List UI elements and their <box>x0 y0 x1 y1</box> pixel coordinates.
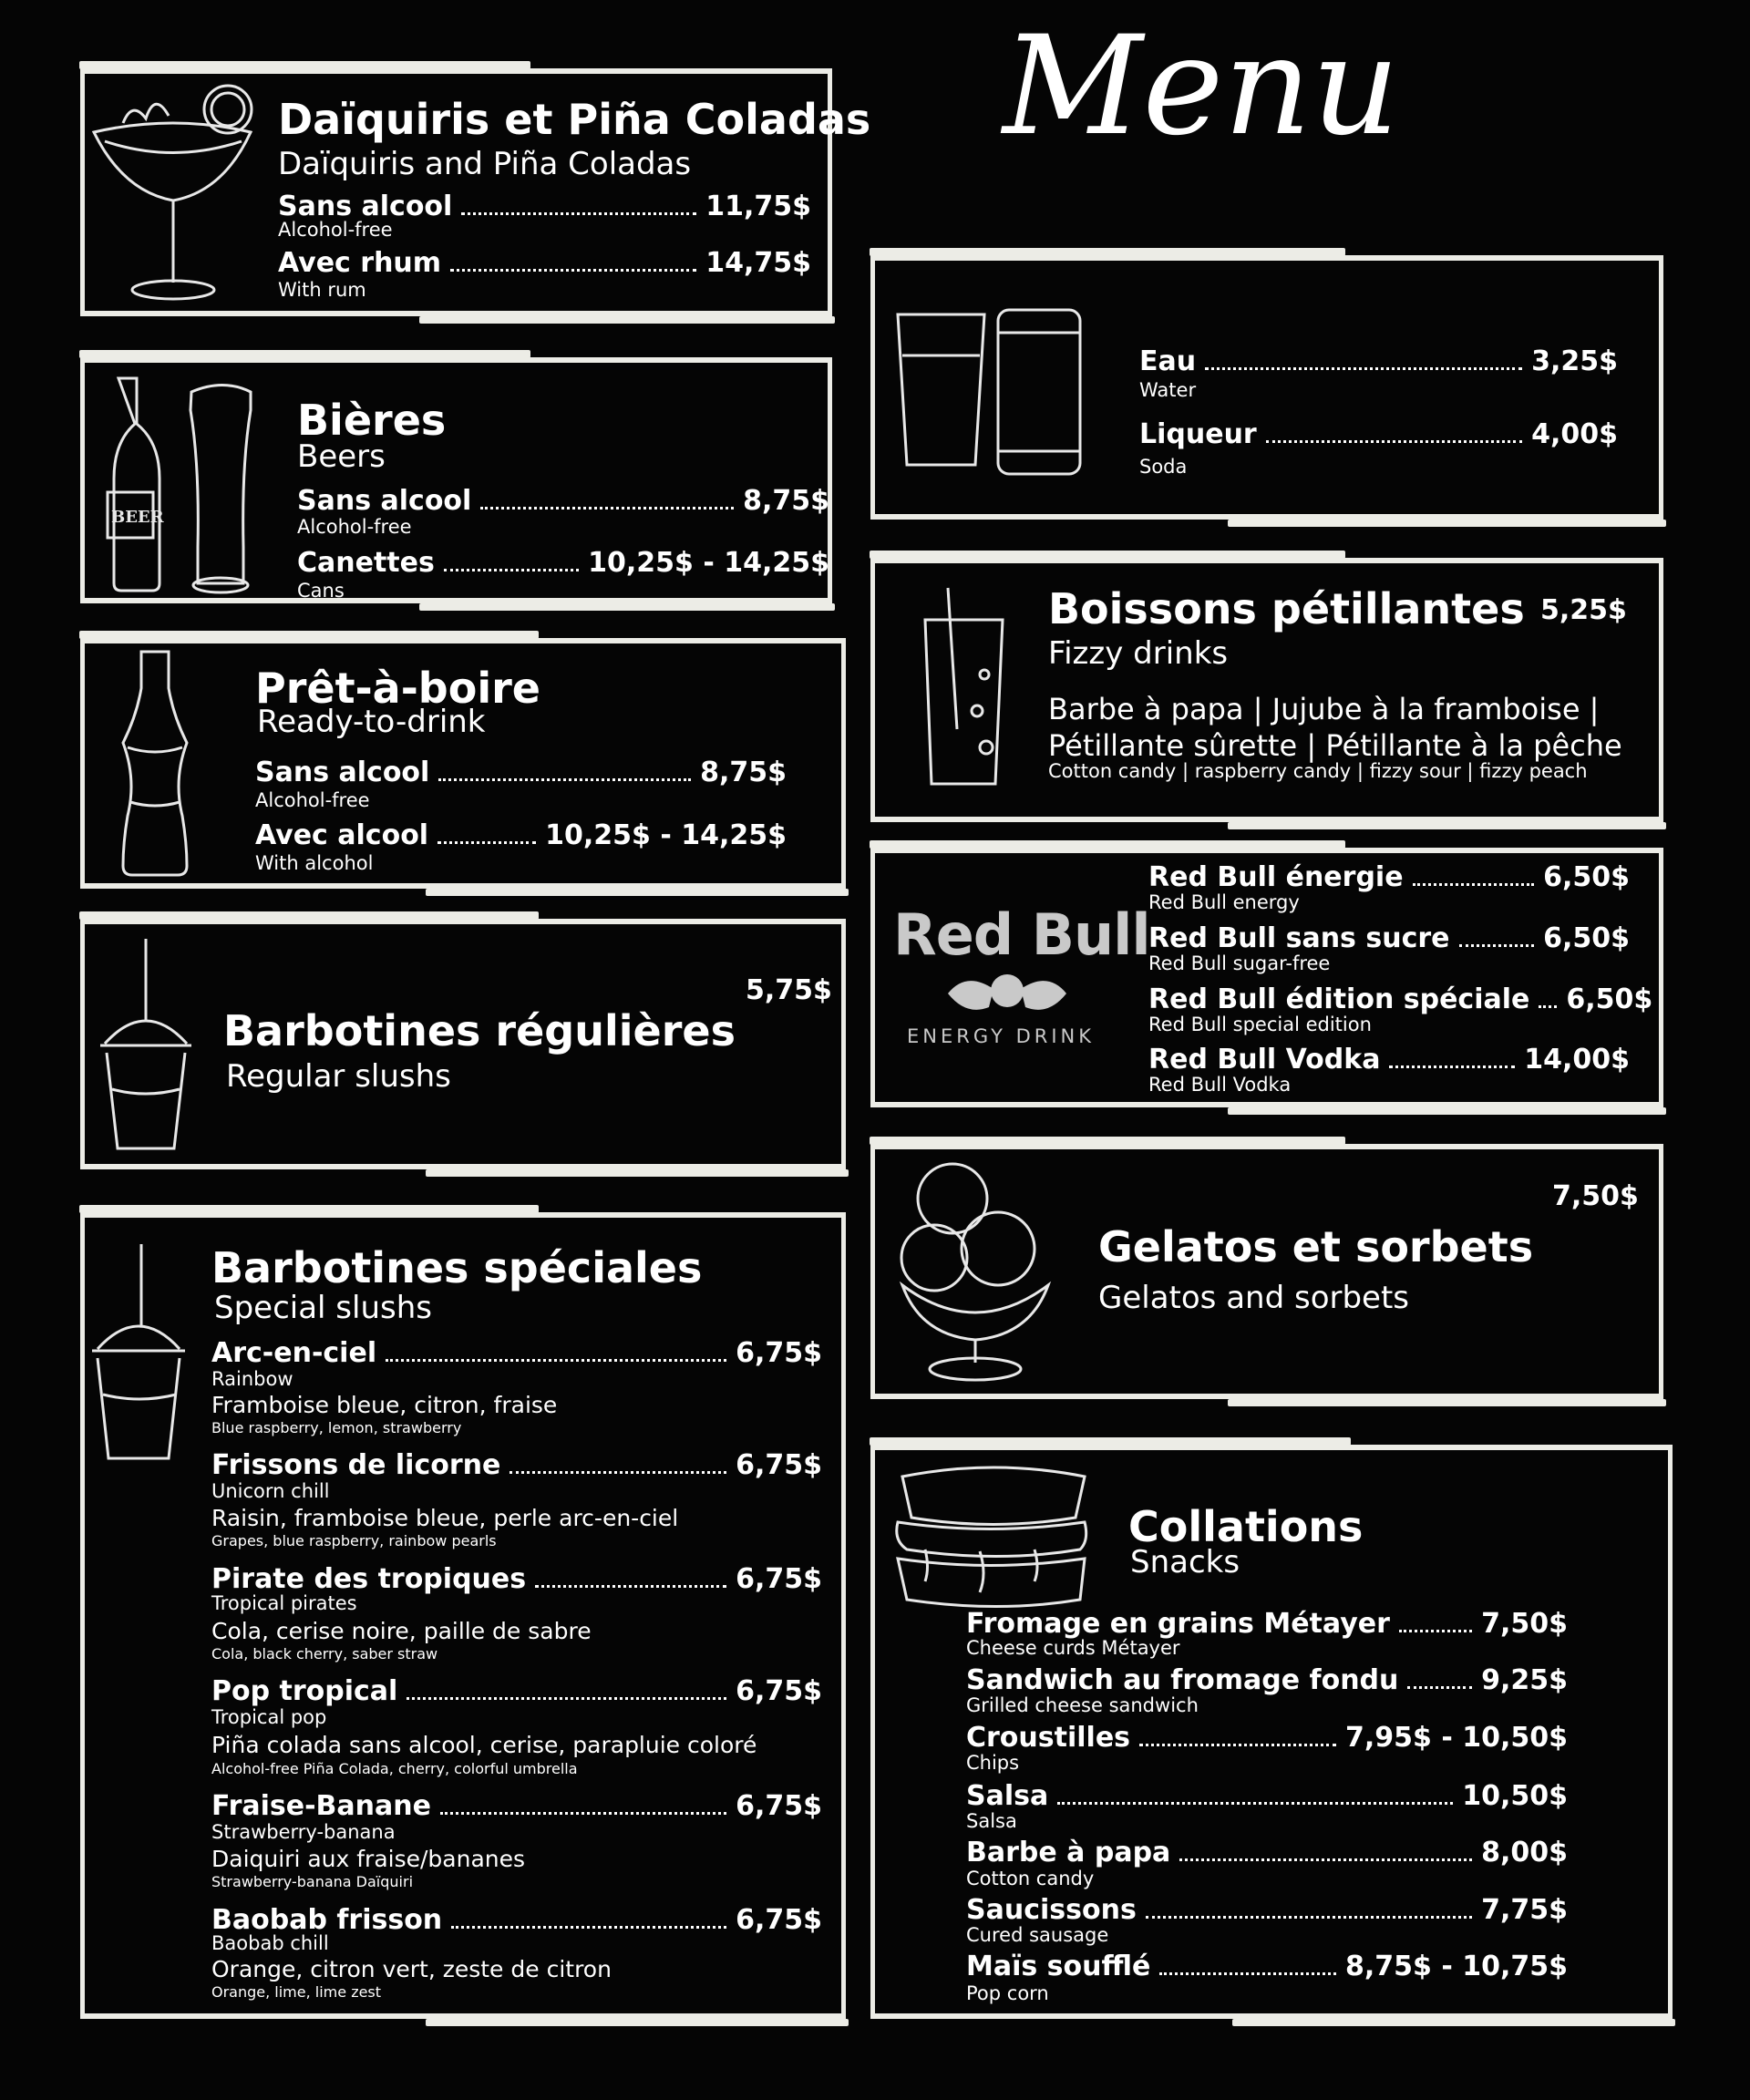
slush-cup-icon <box>96 934 196 1153</box>
cocktail-glass-icon <box>87 82 260 310</box>
ice-cream-bowl-icon <box>898 1158 1053 1385</box>
bieres-title: Bières <box>297 396 447 445</box>
item-description-en: Strawberry-banana Daïquiri <box>211 1873 414 1890</box>
item-translation: Soda <box>1139 456 1188 478</box>
item-translation: Salsa <box>966 1810 1017 1832</box>
item-translation: Chips <box>966 1752 1020 1774</box>
item-translation: Baobab chill <box>211 1932 329 1954</box>
item-translation: With rum <box>278 279 366 301</box>
petillantes-price: 5,25$ <box>1540 594 1627 626</box>
menu-item: Avec rhum 14,75$ <box>278 247 811 279</box>
menu-item: Sans alcool 8,75$ <box>297 485 829 517</box>
item-description: Raisin, framboise bleue, perle arc-en-ciel <box>211 1505 679 1531</box>
menu-item: Salsa 10,50$ <box>966 1780 1568 1812</box>
bieres-subtitle: Beers <box>297 438 386 475</box>
item-translation: With alcohol <box>255 852 374 874</box>
menu-item: Sandwich au fromage fondu 9,25$ <box>966 1664 1568 1696</box>
item-translation: Cured sausage <box>966 1924 1109 1946</box>
menu-item: Baobab frisson 6,75$ <box>211 1904 822 1936</box>
menu-item: Fraise-Banane 6,75$ <box>211 1790 822 1822</box>
petillantes-flavors: Pétillante sûrette | Pétillante à la pêche <box>1048 728 1622 763</box>
fizzy-drink-glass-icon <box>921 583 1012 793</box>
item-translation: Cheese curds Métayer <box>966 1637 1180 1659</box>
barbotines-reg-price: 5,75$ <box>746 974 832 1006</box>
petillantes-flavors: Barbe à papa | Jujube à la framboise | <box>1048 692 1600 726</box>
item-translation: Cans <box>297 580 345 602</box>
menu-item: Liqueur 4,00$ <box>1139 418 1618 450</box>
gelatos-title: Gelatos et sorbets <box>1098 1222 1534 1271</box>
menu-item: Sans alcool 8,75$ <box>255 757 787 788</box>
menu-item: Red Bull énergie 6,50$ <box>1148 861 1630 893</box>
item-description-en: Orange, lime, lime zest <box>211 1983 382 2001</box>
bulls-icon <box>943 971 1071 1012</box>
menu-item: Canettes 10,25$ - 14,25$ <box>297 547 829 579</box>
item-description: Orange, citron vert, zeste de citron <box>211 1956 612 1982</box>
menu-item: Maïs soufflé 8,75$ - 10,75$ <box>966 1951 1568 1982</box>
daiquiris-title: Daïquiris et Piña Coladas <box>278 95 871 144</box>
item-translation: Water <box>1139 379 1197 401</box>
menu-item: Red Bull sans sucre 6,50$ <box>1148 922 1630 954</box>
item-translation: Tropical pirates <box>211 1592 357 1614</box>
petillantes-subtitle: Fizzy drinks <box>1048 635 1229 672</box>
item-description: Framboise bleue, citron, fraise <box>211 1392 558 1418</box>
item-description-en: Grapes, blue raspberry, rainbow pearls <box>211 1532 497 1549</box>
barbotines-spec-title: Barbotines spéciales <box>211 1243 703 1292</box>
barbotines-reg-title: Barbotines régulières <box>223 1006 736 1055</box>
item-translation: Alcohol-free <box>255 789 370 811</box>
menu-item: Saucissons 7,75$ <box>966 1894 1568 1926</box>
glass-and-can-icon <box>893 305 1094 479</box>
item-translation: Unicorn chill <box>211 1480 330 1502</box>
menu-heading: Menu <box>1003 7 1400 166</box>
pret-title: Prêt-à-boire <box>255 664 540 713</box>
gelatos-subtitle: Gelatos and sorbets <box>1098 1280 1410 1316</box>
item-description: Cola, cerise noire, paille de sabre <box>211 1618 592 1644</box>
item-translation: Red Bull sugar-free <box>1148 952 1331 974</box>
petillantes-title: Boissons pétillantes <box>1048 584 1525 633</box>
svg-text:BEER: BEER <box>111 508 164 527</box>
item-translation: Grilled cheese sandwich <box>966 1694 1199 1716</box>
item-description-en: Cola, black cherry, saber straw <box>211 1645 438 1662</box>
menu-item: Fromage en grains Métayer 7,50$ <box>966 1608 1568 1640</box>
item-description-en: Alcohol-free Piña Colada, cherry, colorful umbrella <box>211 1760 578 1777</box>
item-translation: Tropical pop <box>211 1706 327 1728</box>
slush-cup-icon <box>87 1240 191 1467</box>
item-translation: Alcohol-free <box>278 219 393 241</box>
pret-subtitle: Ready-to-drink <box>257 704 486 740</box>
daiquiris-subtitle: Daïquiris and Piña Coladas <box>278 146 692 182</box>
grilled-cheese-icon <box>889 1458 1098 1613</box>
menu-item: Eau 3,25$ <box>1139 345 1618 377</box>
petillantes-flavors-en: Cotton candy | raspberry candy | fizzy sour | fizzy peach <box>1048 760 1588 782</box>
menu-item: Red Bull Vodka 14,00$ <box>1148 1044 1630 1076</box>
item-translation: Pop corn <box>966 1982 1049 2004</box>
menu-item: Red Bull édition spéciale 6,50$ <box>1148 983 1653 1015</box>
menu-item: Sans alcool 11,75$ <box>278 190 811 222</box>
menu-item: Croustilles 7,95$ - 10,50$ <box>966 1722 1568 1754</box>
item-description: Daiquiri aux fraise/bananes <box>211 1846 526 1872</box>
item-translation: Rainbow <box>211 1368 293 1390</box>
redbull-logo: Red Bull <box>893 901 1150 968</box>
menu-item: Pirate des tropiques 6,75$ <box>211 1563 822 1595</box>
collations-subtitle: Snacks <box>1130 1544 1240 1580</box>
item-translation: Red Bull special edition <box>1148 1014 1372 1035</box>
menu-item: Arc-en-ciel 6,75$ <box>211 1337 822 1369</box>
item-translation: Cotton candy <box>966 1868 1095 1889</box>
menu-item: Pop tropical 6,75$ <box>211 1675 822 1707</box>
menu-item: Avec alcool 10,25$ - 14,25$ <box>255 819 787 851</box>
barbotines-spec-panel <box>80 1212 846 2019</box>
bottle-icon <box>114 647 196 880</box>
item-description-en: Blue raspberry, lemon, strawberry <box>211 1419 462 1436</box>
item-translation: Alcohol-free <box>297 516 412 538</box>
barbotines-reg-subtitle: Regular slushs <box>226 1058 451 1095</box>
barbotines-spec-subtitle: Special slushs <box>214 1290 432 1326</box>
collations-title: Collations <box>1128 1502 1364 1551</box>
item-translation: Strawberry-banana <box>211 1821 396 1843</box>
item-translation: Red Bull energy <box>1148 891 1300 913</box>
beer-icon <box>100 374 264 597</box>
redbull-tagline: ENERGY DRINK <box>907 1025 1096 1047</box>
gelatos-price: 7,50$ <box>1552 1180 1639 1212</box>
menu-item: Frissons de licorne 6,75$ <box>211 1449 822 1481</box>
item-description: Piña colada sans alcool, cerise, parapluie coloré <box>211 1732 757 1758</box>
menu-item: Barbe à papa 8,00$ <box>966 1837 1568 1868</box>
item-translation: Red Bull Vodka <box>1148 1074 1292 1096</box>
